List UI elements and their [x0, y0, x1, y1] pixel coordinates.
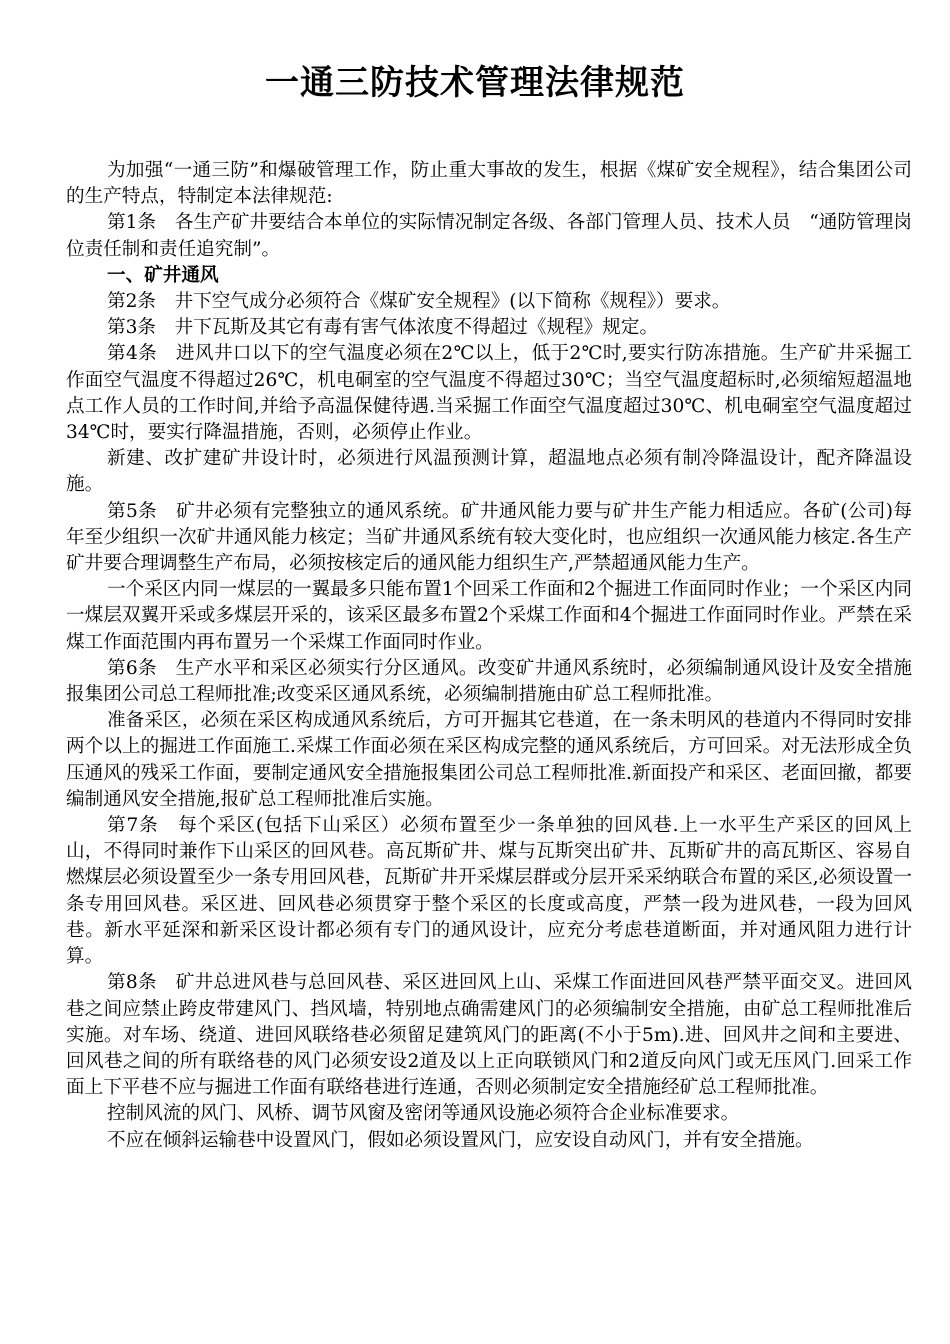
body-paragraph: 准备采区，必须在采区构成通风系统后，方可开掘其它巷道，在一条未明风的巷道内不得同时安排两个以上的掘进工作面施工.采煤工作面必须在采区构成完整的通风系统后，方可回采。对无法形成全负压通风的残采工作面，要制定通风安全措施报集团公司总工程师批准.新面投产和采区、老面回撤，都要编制通风安全措施,报矿总工程师批准后实施。: [66, 710, 912, 810]
section-heading: 一、矿井通风: [107, 264, 219, 286]
body-paragraph: 第3条 井下瓦斯及其它有毒有害气体浓度不得超过《规程》规定。: [107, 317, 659, 339]
body-paragraph: 第4条 进风井口以下的空气温度必须在2℃以上，低于2℃时,要实行防冻措施。生产矿井采掘工作面空气温度不得超过26℃，机电硐室的空气温度不得超过30℃；当空气温度超标时,必须缩短超温地点工作人员的工作时间,并给予高温保健待遇.当采掘工作面空气温度超过30℃、机电硐室空气温度超过34℃时，要实行降温措施，否则，必须停止作业。: [66, 343, 912, 444]
body-paragraph: 第5条 矿井必须有完整独立的通风系统。矿井通风能力要与矿井生产能力相适应。各矿(公司)每年至少组织一次矿井通风能力核定；当矿井通风系统有较大变化时，也应组织一次通风能力核定.各生产矿井要合理调整生产布局，必须按核定后的通风能力组织生产,严禁超通风能力生产。: [66, 500, 912, 575]
body-paragraph: 第8条 矿井总进风巷与总回风巷、采区进回风上山、采煤工作面进回风巷严禁平面交叉。进回风巷之间应禁止跨皮带建风门、挡风墙，特别地点确需建风门的必须编制安全措施，由矿总工程师批准后实施。对车场、绕道、进回风联络巷必须留足建筑风门的距离(不小于5m).进、回风井之间和主要进、回风巷之间的所有联络巷的风门必须安设2道及以上正向联锁风门和2道反向风门或无压风门.回采工作面上下平巷不应与掘进工作面有联络巷进行连通，否则必须制定安全措施经矿总工程师批准。: [66, 972, 912, 1099]
body-paragraph: 第2条 井下空气成分必须符合《煤矿安全规程》(以下简称《规程》）要求。: [107, 291, 731, 313]
body-paragraph: 控制风流的风门、风桥、调节风窗及密闭等通风设施必须符合企业标准要求。: [107, 1103, 740, 1125]
body-paragraph: 为加强“一通三防”和爆破管理工作，防止重大事故的发生，根据《煤矿安全规程》，结合集团公司的生产特点，特制定本法律规范:: [66, 160, 912, 208]
document-title: 一通三防技术管理法律规范: [265, 63, 685, 103]
body-paragraph: 第7条 每个采区(包括下山采区）必须布置至少一条单独的回风巷.上一水平生产采区的回风上山，不得同时兼作下山采区的回风巷。高瓦斯矿井、煤与瓦斯突出矿井、瓦斯矿井的高瓦斯区、容易自燃煤层必须设置至少一条专用回风巷，瓦斯矿井开采煤层群或分层开采采纳联合布置的采区,必须设置一条专用回风巷。采区进、回风巷必须贯穿于整个采区的长度或高度，严禁一段为进风巷，一段为回风巷。新水平延深和新采区设计都必须有专门的通风设计，应充分考虑巷道断面，并对通风阻力进行计算。: [66, 815, 912, 968]
document-body: [66, 158, 912, 1154]
body-paragraph: 一个采区内同一煤层的一翼最多只能布置1个回采工作面和2个掘进工作面同时作业；一个采区内同一煤层双翼开采或多煤层开采的，该采区最多布置2个采煤工作面和4个掘进工作面同时作业。严禁在采煤工作面范围内再布置另一个采煤工作面同时作业。: [66, 579, 912, 653]
body-paragraph: 第6条 生产水平和采区必须实行分区通风。改变矿井通风系统时，必须编制通风设计及安全措施报集团公司总工程师批准;改变采区通风系统，必须编制措施由矿总工程师批准。: [66, 657, 912, 706]
body-paragraph: 不应在倾斜运输巷中设置风门，假如必须设置风门，应安设自动风门，并有安全措施。: [107, 1129, 814, 1151]
body-paragraph: 第1条 各生产矿井要结合本单位的实际情况制定各级、各部门管理人员、技术人员 “通防管理岗位责任制和责任追究制”。: [66, 212, 912, 260]
body-paragraph: 新建、改扩建矿井设计时，必须进行风温预测计算，超温地点必须有制冷降温设计，配齐降温设施。: [66, 448, 912, 496]
